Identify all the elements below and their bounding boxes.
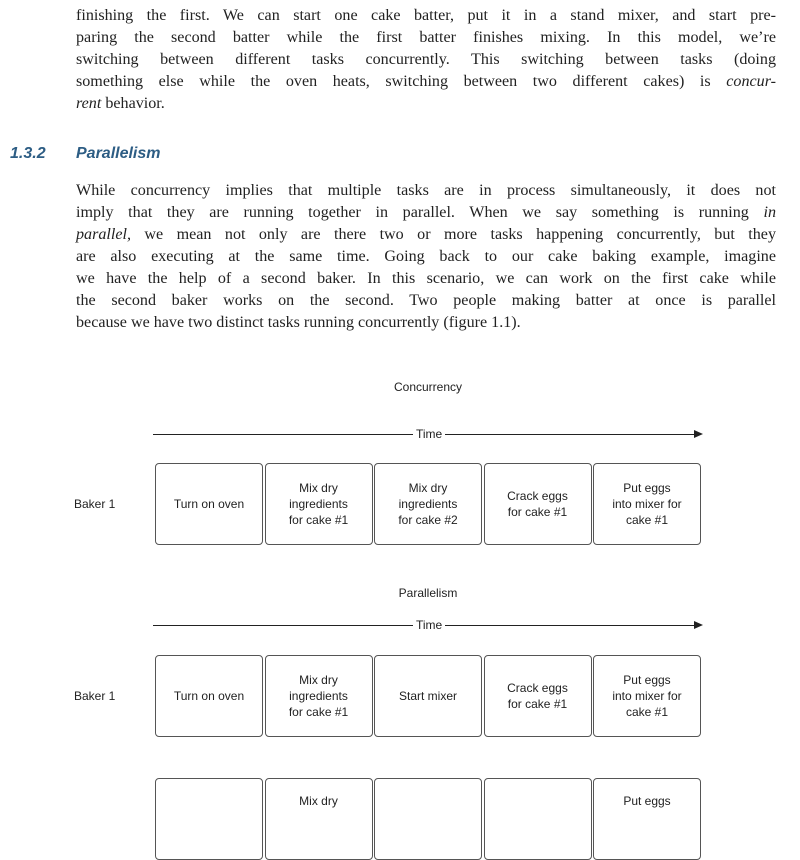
text-line: paring the second batter while the first batter finishes mixing. In this model, we’re [76,29,776,46]
text-line: we have the help of a second baker. In this scenario, we can work on the first cake while [76,270,776,287]
time-axis [153,619,703,633]
task-box: Put eggs into mixer for cake #1 [593,463,701,545]
section-number: 1.3.2 [10,145,46,162]
italic-term: concur- [726,73,776,90]
text-line: switching between different tasks concurrently. This switching between tasks (doing [76,51,776,68]
parallelism-title: Parallelism [398,586,458,600]
concurrency-title: Concurrency [393,380,463,394]
text-line: the second baker works on the second. Two people making batter at once is parallel [76,292,776,309]
arrow-right-icon [694,621,703,629]
task-box: Mix dry ingredients for cake #2 [374,463,482,545]
concurrency-task-row [155,463,703,545]
task-box [374,778,482,860]
task-box: Put eggs into mixer for cake #1 [593,655,701,737]
task-box: Crack eggs for cake #1 [484,463,592,545]
baker-label: Baker 1 [74,497,116,511]
text-fragment: something else while the oven heats, switching between two different cakes) is [76,73,727,90]
baker-label: Baker 1 [74,689,116,703]
section-title: Parallelism [76,145,161,162]
text-fragment: behavior. [105,95,165,112]
text-line: are also executing at the same time. Going back to our cake baking example, imagine [76,248,776,265]
task-box: Turn on oven [155,655,263,737]
time-label: Time [413,618,445,632]
text-fragment: we mean not only are there two or more tasks happening concurrently, but they [144,226,776,243]
parallelism-task-row-partial [155,778,703,860]
arrow-right-icon [694,430,703,438]
parallelism-task-row [155,655,703,737]
text-line: finishing the first. We can start one cake batter, put it in a stand mixer, and start pre- [76,7,776,24]
italic-term: in [763,204,776,221]
italic-term: parallel, [76,226,131,243]
task-box: Crack eggs for cake #1 [484,655,592,737]
text-fragment: imply that they are running together in parallel. When we say something is running [76,204,764,221]
task-box: Mix dry [265,778,373,860]
task-box: Turn on oven [155,463,263,545]
task-box: Mix dry ingredients for cake #1 [265,463,373,545]
task-box: Mix dry ingredients for cake #1 [265,655,373,737]
italic-term: rent [76,95,102,112]
time-label: Time [413,427,445,441]
task-box [155,778,263,860]
task-box [484,778,592,860]
time-axis [153,428,703,442]
task-box: Put eggs [593,778,701,860]
task-box: Start mixer [374,655,482,737]
text-line: because we have two distinct tasks running concurrently (figure 1.1). [76,314,521,331]
text-line: While concurrency implies that multiple tasks are in process simultaneously, it does not [76,182,776,199]
